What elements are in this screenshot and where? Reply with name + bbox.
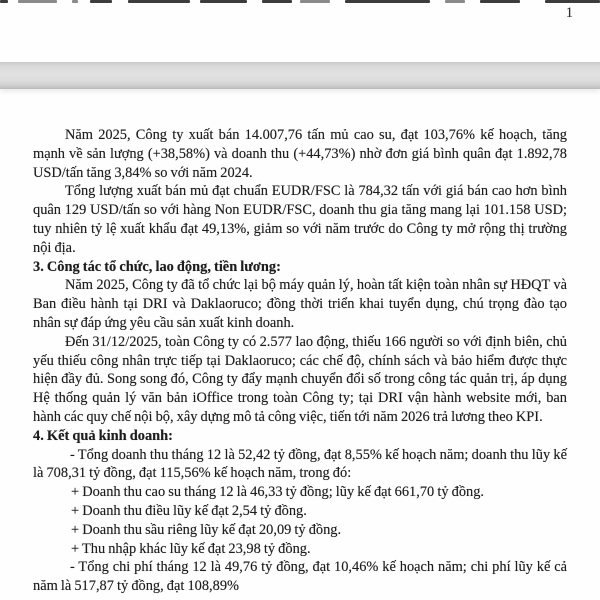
separator-bar [0,62,600,89]
paragraph-labor: Đến 31/12/2025, toàn Công ty có 2.577 lao động, thiếu 166 người so với định biên, chủ yếu thiếu công nhân trực tiếp tại Daklaoruco; các chế độ, chính sách và bảo hiểm được thực hiện đầy đủ. Song song đó, Công ty đẩy mạnh chuyển đổi số trong công tác quản trị, áp dụng Hệ thống quản lý văn bản iOffice trong toàn Công ty; tại DRI vận hành website mới, ban hành các quy chế nội bộ, xây dựng mô tả công việc, tiến tới năm 2026 trả lương theo KPI. [33,333,567,425]
text-fragment [0,0,8,3]
section-heading-4: 4. Kết quả kinh doanh: [33,427,173,444]
text-fragment [300,0,330,3]
clipped-text-top-edge [0,0,600,5]
list-item-other-income: + Thu nhập khác lũy kế đạt 23,98 tỷ đồng. [71,540,311,557]
text-fragment [200,0,247,3]
text-fragment [545,0,600,3]
text-fragment [445,0,465,3]
text-fragment [128,0,190,3]
list-item-total-cost: - Tổng chi phí tháng 12 là 49,76 tỷ đồng, đạt 10,46% kế hoạch năm; chi phí lũy kế cả năm là 517,87 tỷ đồng, đạt 108,89% [33,559,567,595]
paragraph-rubber-export: Năm 2025, Công ty xuất bán 14.007,76 tấn mủ cao su, đạt 103,76% kế hoạch, tăng mạnh về sản lượng (+38,58%) và doanh thu (+44,73%) nhờ đơn giá bình quân đạt 1.892,78 USD/tấn tăng 3,84% so với năm 2024. [33,127,567,181]
text-fragment [18,0,57,3]
text-fragment [480,0,520,3]
section-heading-3: 3. Công tác tổ chức, lao động, tiền lương: [33,258,281,275]
paragraph-eudr-fsc: Tổng lượng xuất bán mủ đạt chuẩn EUDR/FSC là 784,32 tấn với giá bán cao hơn bình quân 129 USD/tấn so với hàng Non EUDR/FSC, doanh thu gia tăng mang lại 101.158 USD; tuy nhiên tỷ lệ xuất khẩu đạt 49,13%, giảm so với năm trước do Công ty mở rộng thị trường nội địa. [33,183,567,256]
text-fragment [345,0,430,3]
list-item-durian-revenue: + Doanh thu sầu riêng lũy kế đạt 20,09 tỷ đồng. [71,521,342,538]
list-item-cashew-revenue: + Doanh thu điều lũy kế đạt 2,54 tỷ đồng. [71,502,307,519]
text-fragment [72,0,78,3]
text-fragment [262,0,292,3]
paragraph-reorganization: Năm 2025, Công ty đã tổ chức lại bộ máy quản lý, hoàn tất kiện toàn nhân sự HĐQT và Ban điều hành tại DRI và Daklaoruco; đồng thời triển khai tuyển dụng, chú trọng đào tạo nhân sự đáp ứng yêu cầu sản xuất kinh doanh. [33,277,567,331]
list-item-rubber-revenue: + Doanh thu cao su tháng 12 là 46,33 tỷ đồng; lũy kế đạt 661,70 tỷ đồng. [71,484,484,501]
document-body [33,126,567,596]
list-item-total-revenue: - Tổng doanh thu tháng 12 là 52,42 tỷ đồng, đạt 8,55% kế hoạch năm; doanh thu lũy kế là 708,31 tỷ đồng, đạt 115,56% kế hoạch năm, trong đó: [33,446,567,482]
page-number: 1 [565,5,573,21]
text-fragment [90,0,112,3]
